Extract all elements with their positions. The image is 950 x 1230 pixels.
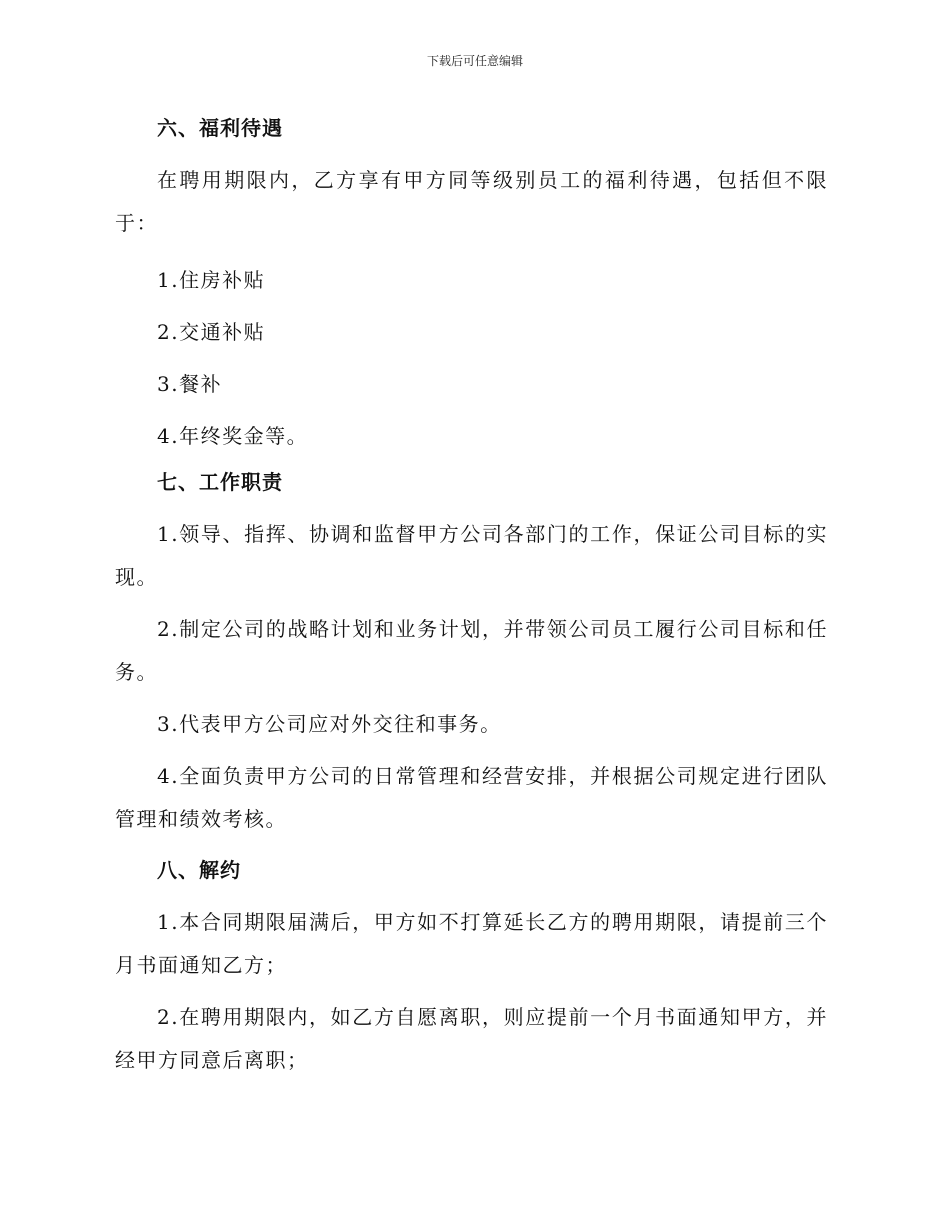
benefit-item-housing: 1.住房补贴 — [157, 268, 266, 292]
duty-paragraph: 3.代表甲方公司应对外交往和事务。 — [157, 712, 502, 736]
section-6-heading: 六、福利待遇 — [157, 116, 283, 140]
page-header: 下载后可任意编辑 — [426, 54, 523, 68]
document-body — [115, 108, 828, 1082]
benefit-item-transport: 2.交通补贴 — [157, 320, 266, 344]
section-8-heading: 八、解约 — [157, 858, 241, 882]
termination-paragraph: 1.本合同期限届满后，甲方如不打算延长乙方的聘用期限，请提前三个月书面通知乙方； — [115, 910, 828, 977]
section-7-heading: 七、工作职责 — [157, 470, 283, 494]
duty-paragraph: 1.领导、指挥、协调和监督甲方公司各部门的工作，保证公司目标的实现。 — [115, 522, 828, 589]
duty-paragraph: 2.制定公司的战略计划和业务计划，并带领公司员工履行公司目标和任务。 — [115, 617, 828, 684]
termination-paragraph: 2.在聘用期限内，如乙方自愿离职，则应提前一个月书面通知甲方，并经甲方同意后离职； — [115, 1005, 828, 1072]
benefit-item-bonus: 4.年终奖金等。 — [157, 424, 309, 448]
duty-paragraph: 4.全面负责甲方公司的日常管理和经营安排，并根据公司规定进行团队管理和绩效考核。 — [115, 764, 828, 831]
section-6-intro: 在聘用期限内，乙方享有甲方同等级别员工的福利待遇，包括但不限于： — [115, 168, 828, 235]
benefit-item-meal: 3.餐补 — [157, 372, 223, 396]
